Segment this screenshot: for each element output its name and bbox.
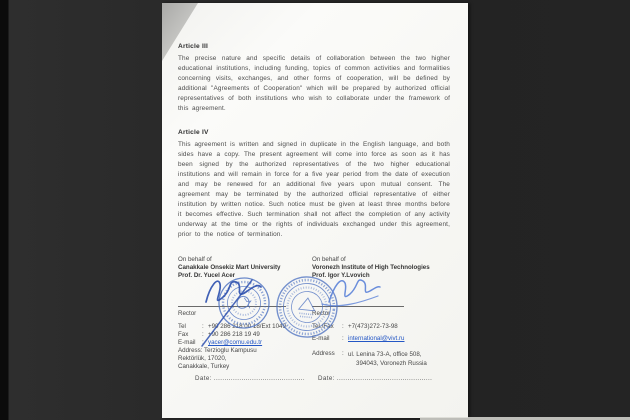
article-4-heading: Article IV bbox=[178, 129, 209, 136]
contact-row-fax: Fax : +90 286 218 19 49 bbox=[178, 331, 260, 338]
signature-space bbox=[312, 280, 454, 306]
contact-label: Tel./Fax bbox=[312, 323, 334, 330]
address-block: Address : ul. Lenina 73-A, office 508, 394043, Voronezh Russia bbox=[312, 350, 427, 367]
institution-name: Voronezh Institute of High Technologies bbox=[312, 264, 430, 271]
contact-label: Tel bbox=[178, 323, 186, 330]
contact-row-tel: Tel : +90 286 218 00 18/Ext 1049 bbox=[178, 323, 286, 330]
contact-row-telfax: Tel./Fax : +7(473)272-73-98 bbox=[312, 323, 398, 330]
contact-row-email: E-mail : yacer@comu.edu.tr bbox=[178, 339, 263, 346]
on-behalf-of-label: On behalf of bbox=[178, 256, 212, 263]
article-4 bbox=[178, 129, 450, 240]
article-3-body: The precise nature and specific details of collaboration between the two higher educational institutions, including funding, topics of common activities and formalities concerning visits, exchanges, and other forms of cooperation, will be defined by additional "Agreements of Cooperation" which will be prepared by authorized official representatives of both institutions who wish to collaborate under the framework of this agreement. bbox=[178, 55, 450, 112]
date-line: Date: ............................................. bbox=[318, 375, 433, 382]
signer-name: Prof. Dr. Yucel Acer bbox=[178, 272, 236, 279]
article-4-body: This agreement is written and signed in duplicate in the English language, and both sides have a copy. The present agreement will come into force as soon as it has been signed by the authorized representatives of the two higher educational institutions and will remain in force for a five year period from the date of execution and may be renewed for an additional five years upon mutual consent. The agreement may be terminated by the authorized official representative of either institution by written notice. Such notice must be given at least three months before it becomes effective. Such termination shall not affect the completion of any activity underway at the time or the rights of individuals exchanged under this agreement, prior to the notice of termination. bbox=[178, 141, 450, 238]
address-line: 394043, Voronezh Russia bbox=[356, 360, 427, 367]
contact-value: +90 286 218 19 49 bbox=[208, 331, 260, 338]
article-3-heading: Article III bbox=[178, 43, 209, 50]
signature-block bbox=[162, 256, 468, 416]
signatory-right bbox=[312, 256, 454, 382]
contact-row-email: E-mail : international@vivt.ru bbox=[312, 335, 405, 342]
date-line: Date: ........................................... bbox=[195, 375, 306, 382]
signature-line bbox=[178, 306, 286, 307]
signer-title: Rector bbox=[178, 310, 197, 317]
signatory-left bbox=[178, 256, 310, 382]
address-line: Rektörlük, 17020, bbox=[178, 355, 227, 362]
address-line: Canakkale, Turkey bbox=[178, 363, 230, 370]
document-content bbox=[178, 43, 450, 255]
document-page bbox=[162, 3, 468, 418]
email-link: yacer@comu.edu.tr bbox=[208, 339, 263, 346]
contact-label: Fax bbox=[178, 331, 189, 338]
contact-value: +90 286 218 00 18/Ext 1049 bbox=[208, 323, 286, 330]
address-label: Address bbox=[312, 350, 335, 357]
article-3 bbox=[178, 43, 450, 114]
contact-value: +7(473)272-73-98 bbox=[348, 323, 398, 330]
signature-space bbox=[178, 280, 310, 306]
address-block bbox=[178, 347, 310, 371]
email-link: international@vivt.ru bbox=[348, 335, 405, 342]
address-line: Address: Terzioglu Kampusu bbox=[178, 347, 257, 354]
address-line: ul. Lenina 73-A, office 508, bbox=[348, 351, 422, 358]
on-behalf-of-label: On behalf of bbox=[312, 256, 346, 263]
signer-title: Rector bbox=[312, 310, 331, 317]
signer-name: Prof. Igor Y.Lvovich bbox=[312, 272, 370, 279]
contact-label: E-mail bbox=[312, 335, 330, 342]
signature-line bbox=[312, 306, 404, 307]
contact-label: E-mail bbox=[178, 339, 196, 346]
institution-name: Canakkale Onsekiz Mart University bbox=[178, 264, 281, 271]
